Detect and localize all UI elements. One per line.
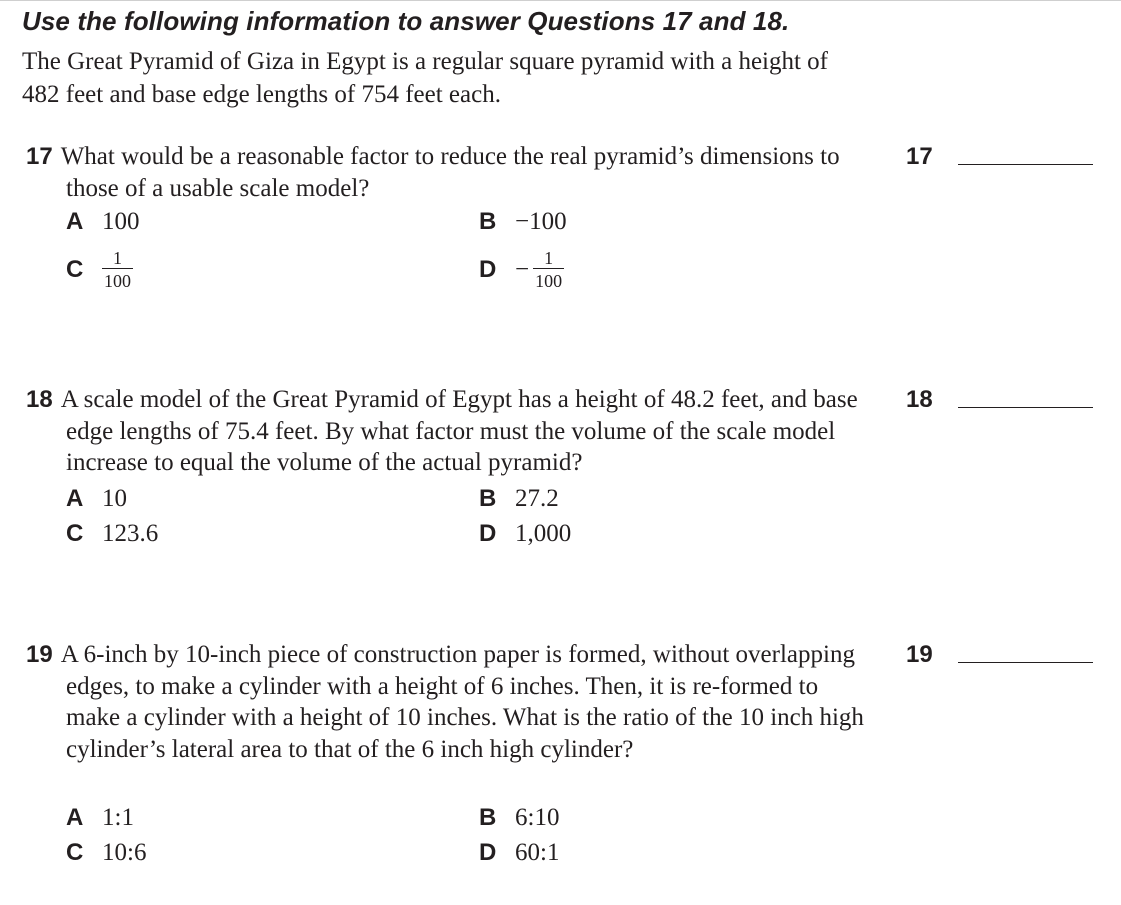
answer-label-19: 19 xyxy=(906,641,933,668)
choice-letter: D xyxy=(479,839,497,866)
choice-letter: D xyxy=(479,255,497,283)
intro-paragraph: The Great Pyramid of Giza in Egypt is a regular square pyramid with a height of 482 feet and base edge lengths of 754 feet each. xyxy=(22,48,829,108)
question-number: 18 xyxy=(26,386,53,413)
choice-17-d[interactable] xyxy=(479,248,564,291)
choice-value: 6:10 xyxy=(515,804,560,831)
fraction-numerator: 1 xyxy=(113,248,122,268)
question-number: 19 xyxy=(26,641,53,668)
choice-letter: D xyxy=(479,520,497,547)
negative-sign: − xyxy=(515,255,530,283)
question-text: A scale model of the Great Pyramid of Egypt has a height of 48.2 feet, and base edge lengths of 75.4 feet. By what factor must the volume of the scale model increase to equal the volume of the actual pyramid? xyxy=(60,386,858,476)
answer-blank-19[interactable] xyxy=(958,662,1093,663)
choice-value: 60:1 xyxy=(515,839,560,866)
choice-value: −100 xyxy=(515,208,567,235)
choice-value: 27.2 xyxy=(515,485,559,512)
question-text: What would be a reasonable factor to reduce the real pyramid’s dimensions to those of a usable scale model? xyxy=(60,143,840,202)
question-17 xyxy=(26,141,876,204)
choice-18-c[interactable] xyxy=(66,520,158,548)
question-17-stem xyxy=(26,141,876,204)
choice-19-d[interactable] xyxy=(479,839,559,867)
question-18 xyxy=(26,384,876,479)
choice-letter: B xyxy=(479,804,497,831)
choice-18-d[interactable] xyxy=(479,520,571,548)
choice-19-a[interactable] xyxy=(66,804,134,832)
fraction xyxy=(533,248,564,291)
choice-value: 10 xyxy=(102,485,127,512)
answer-blank-18[interactable] xyxy=(958,407,1093,408)
choice-letter: C xyxy=(66,839,84,866)
question-text: A 6-inch by 10-inch piece of construction paper is formed, without overlapping edges, to make a cylinder with a height of 6 inches. Then, it is re-formed to make a cylinder with a height of 10 inches. What is the ratio of the 10 inch high cylinder’s lateral area to that of the 6 inch high cylinder? xyxy=(60,641,864,763)
choice-17-a[interactable] xyxy=(66,208,140,236)
choice-18-b[interactable] xyxy=(479,485,559,513)
choice-value: 10:6 xyxy=(102,839,147,866)
choice-value: 123.6 xyxy=(102,520,159,547)
choice-value: 100 xyxy=(102,208,140,235)
question-18-stem xyxy=(26,384,876,479)
choice-17-c[interactable] xyxy=(66,248,133,291)
choice-letter: B xyxy=(479,208,497,235)
choice-letter: C xyxy=(66,255,84,283)
question-number: 17 xyxy=(26,143,53,170)
choice-19-c[interactable] xyxy=(66,839,146,867)
choice-19-b[interactable] xyxy=(479,804,559,832)
answer-label-17: 17 xyxy=(906,143,933,170)
section-heading: Use the following information to answer Questions 17 and 18. xyxy=(22,6,790,36)
fraction-denominator: 100 xyxy=(533,268,564,291)
top-divider xyxy=(0,0,1121,1)
answer-blank-17[interactable] xyxy=(958,164,1093,165)
question-19-stem xyxy=(26,639,876,765)
fraction-denominator: 100 xyxy=(102,268,133,291)
choice-letter: C xyxy=(66,520,84,547)
choice-letter: B xyxy=(479,485,497,512)
choice-letter: A xyxy=(66,208,84,235)
choice-value: 1,000 xyxy=(515,520,572,547)
choice-letter: A xyxy=(66,804,84,831)
choice-18-a[interactable] xyxy=(66,485,127,513)
choice-letter: A xyxy=(66,485,84,512)
fraction xyxy=(102,248,133,291)
question-19 xyxy=(26,639,876,765)
fraction-numerator: 1 xyxy=(544,248,554,268)
choice-17-b[interactable] xyxy=(479,208,567,236)
answer-label-18: 18 xyxy=(906,386,933,413)
choice-value: 1:1 xyxy=(102,804,134,831)
